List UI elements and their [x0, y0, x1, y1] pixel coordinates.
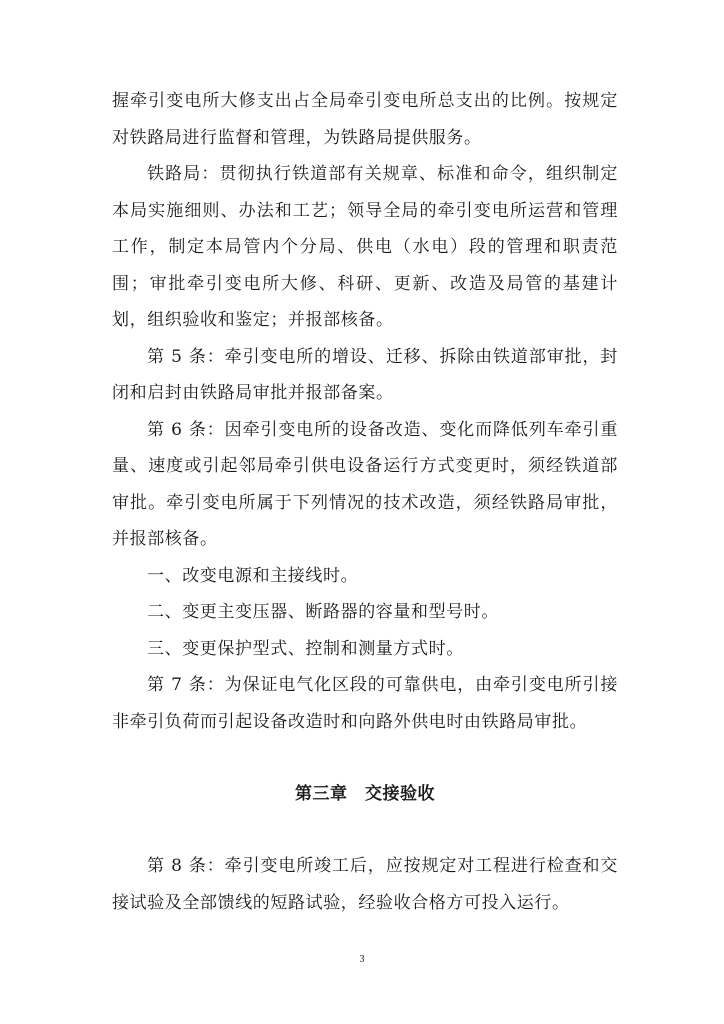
paragraph-article-5: 第 5 条：牵引变电所的增设、迁移、拆除由铁道部审批，封闭和启封由铁路局审批并报部备案。 [112, 346, 618, 403]
paragraph-article-7: 第 7 条：为保证电气化区段的可靠供电，由牵引变电所引接非牵引负荷而引起设备改造时和向路外供电时由铁路局审批。 [112, 675, 618, 732]
paragraph: 铁路局：贯彻执行铁道部有关规章、标准和命令，组织制定本局实施细则、办法和工艺；领导全局的牵引变电所运营和管理工作，制定本局管内个分局、供电（水电）段的管理和职责范围；审批牵引变电所大修、科研、更新、改造及局管的基建计划，组织验收和鉴定；并报部核备。 [112, 164, 618, 330]
paragraph: 握牵引变电所大修支出占全局牵引变电所总支出的比例。按规定对铁路局进行监督和管理，为铁路局提供服务。 [112, 91, 618, 148]
chapter-title: 第三章 交接验收 [295, 784, 435, 804]
paragraph-article-6: 第 6 条：因牵引变电所的设备改造、变化而降低列车牵引重量、速度或引起邻局牵引供电设备运行方式变更时，须经铁道部审批。牵引变电所属于下列情况的技术改造，须经铁路局审批，并报部核备。 [112, 419, 618, 549]
document-body [112, 83, 618, 921]
page-number: 3 [359, 954, 365, 965]
list-item: 一、改变电源和主接线时。 [147, 565, 359, 586]
list-item: 二、变更主变压器、断路器的容量和型号时。 [147, 602, 499, 622]
paragraph-article-8: 第 8 条：牵引变电所竣工后，应按规定对工程进行检查和交接试验及全部馈线的短路试验，经验收合格方可投入运行。 [112, 856, 618, 913]
list-item: 三、变更保护型式、控制和测量方式时。 [147, 638, 464, 659]
